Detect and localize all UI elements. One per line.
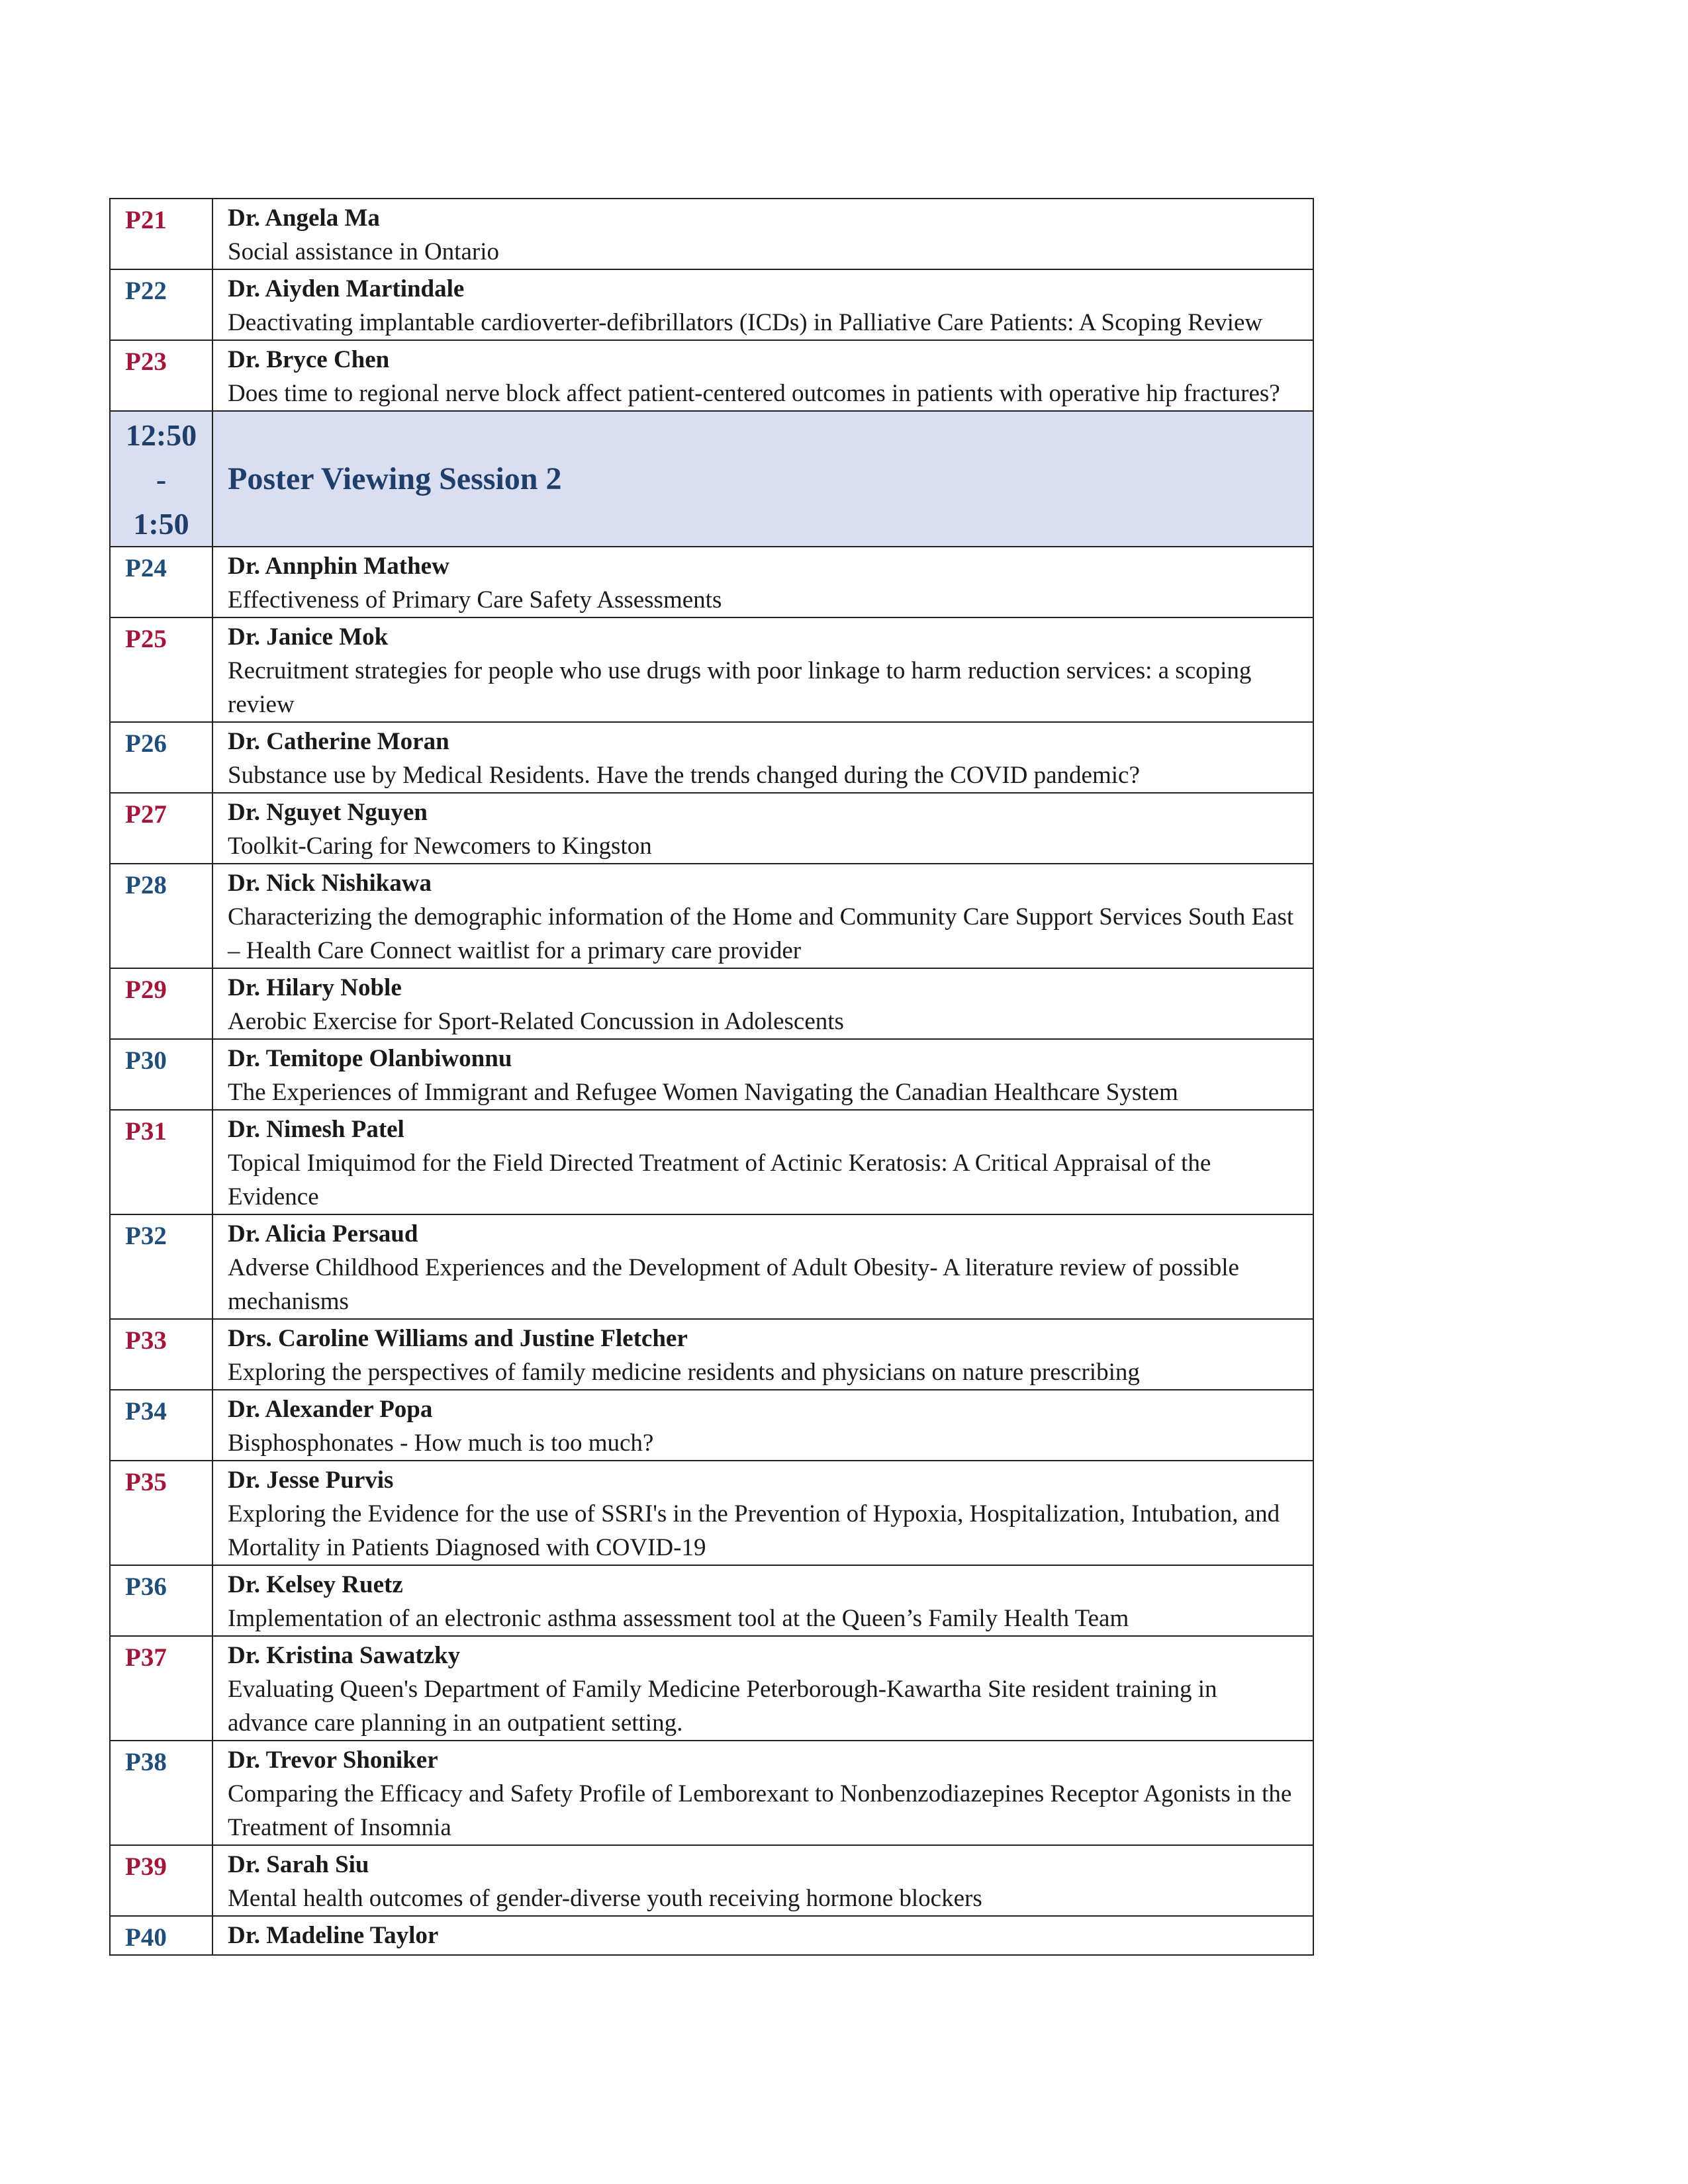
poster-details [212,1214,1313,1319]
poster-title: Does time to regional nerve block affect patient-centered outcomes in patients with operative hip fractures? [228,380,1280,407]
poster-title: Substance use by Medical Residents. Have the trends changed during the COVID pandemic? [228,762,1140,789]
poster-row [110,547,1313,617]
poster-row [110,269,1313,340]
presenter-name: Dr. Nguyet Nguyen [228,799,428,826]
presenter-name: Dr. Annphin Mathew [228,553,449,580]
presenter-name: Dr. Nick Nishikawa [228,870,432,897]
presenter-name: Dr. Hilary Noble [228,974,402,1001]
session-time-start: 12:50 [125,418,197,452]
poster-row [110,1214,1313,1319]
presenter-name: Dr. Alexander Popa [228,1396,433,1423]
presenter-name: Dr. Catherine Moran [228,728,449,755]
poster-details [212,1916,1313,1955]
poster-details [212,1741,1313,1845]
poster-id: P38 [110,1741,212,1845]
presenter-name: Dr. Aiyden Martindale [228,275,465,302]
poster-row [110,793,1313,864]
poster-details [212,793,1313,864]
poster-id: P33 [110,1319,212,1390]
poster-id: P34 [110,1390,212,1461]
poster-id: P24 [110,547,212,617]
presenter-name: Dr. Alicia Persaud [228,1220,418,1248]
presenter-name: Dr. Jesse Purvis [228,1467,394,1494]
poster-details [212,1636,1313,1741]
poster-title: Aerobic Exercise for Sport-Related Concussion in Adolescents [228,1008,844,1035]
poster-details [212,1390,1313,1461]
presenter-name: Dr. Temitope Olanbiwonnu [228,1045,512,1072]
poster-row [110,722,1313,793]
poster-row [110,968,1313,1039]
poster-details [212,547,1313,617]
session-title: Poster Viewing Session 2 [212,411,1313,547]
poster-id: P39 [110,1845,212,1916]
poster-row [110,1110,1313,1214]
poster-title: Social assistance in Ontario [228,238,499,265]
presenter-name: Dr. Kristina Sawatzky [228,1642,461,1669]
poster-details [212,617,1313,722]
presenter-name: Dr. Bryce Chen [228,346,390,373]
poster-details [212,722,1313,793]
session-time-separator: - [156,463,167,496]
poster-title: Topical Imiquimod for the Field Directed Treatment of Actinic Keratosis: A Critical Appraisal of the Evidence [228,1150,1211,1210]
poster-details [212,864,1313,968]
presenter-name: Dr. Sarah Siu [228,1851,369,1878]
poster-row [110,1741,1313,1845]
poster-details [212,1565,1313,1636]
session-header [110,411,1313,547]
poster-title: Implementation of an electronic asthma assessment tool at the Queen’s Family Health Team [228,1605,1129,1632]
poster-title: Adverse Childhood Experiences and the Development of Adult Obesity- A literature review of possible mechanisms [228,1254,1239,1315]
poster-id: P29 [110,968,212,1039]
poster-title: Deactivating implantable cardioverter-defibrillators (ICDs) in Palliative Care Patients: A Scoping Review [228,309,1263,336]
presenter-name: Dr. Nimesh Patel [228,1116,404,1143]
poster-row [110,1636,1313,1741]
poster-details [212,1319,1313,1390]
poster-id: P40 [110,1916,212,1955]
presenter-name: Dr. Janice Mok [228,623,389,651]
poster-details [212,1461,1313,1565]
poster-id: P31 [110,1110,212,1214]
poster-details [212,1845,1313,1916]
presenter-name: Dr. Angela Ma [228,205,380,232]
poster-details [212,1110,1313,1214]
poster-rows-before [110,199,1313,411]
poster-title: Toolkit-Caring for Newcomers to Kingston [228,833,652,860]
poster-title: Evaluating Queen's Department of Family Medicine Peterborough-Kawartha Site resident training in advance care planning in an outpatient setting. [228,1676,1217,1737]
poster-id: P22 [110,269,212,340]
poster-id: P21 [110,199,212,269]
poster-id: P36 [110,1565,212,1636]
poster-details [212,1039,1313,1110]
poster-title: Exploring the perspectives of family medicine residents and physicians on nature prescribing [228,1359,1140,1386]
session-time [110,411,212,547]
poster-title: Recruitment strategies for people who use drugs with poor linkage to harm reduction services: a scoping review [228,657,1252,718]
poster-id: P27 [110,793,212,864]
poster-row [110,1039,1313,1110]
poster-id: P25 [110,617,212,722]
poster-title: Effectiveness of Primary Care Safety Assessments [228,586,722,614]
poster-id: P32 [110,1214,212,1319]
session-time-end: 1:50 [133,507,189,541]
poster-id: P28 [110,864,212,968]
poster-details [212,340,1313,411]
poster-details [212,269,1313,340]
poster-row [110,864,1313,968]
poster-title: Mental health outcomes of gender-diverse youth receiving hormone blockers [228,1885,982,1912]
poster-row [110,1565,1313,1636]
poster-row [110,617,1313,722]
poster-row [110,1319,1313,1390]
poster-details [212,968,1313,1039]
presenter-name: Dr. Kelsey Ruetz [228,1571,403,1598]
presenter-name: Dr. Madeline Taylor [228,1922,439,1949]
poster-title: Comparing the Efficacy and Safety Profile of Lemborexant to Nonbenzodiazepines Receptor Agonists in the Treatment of Insomnia [228,1780,1292,1841]
poster-details [212,199,1313,269]
poster-title: Bisphosphonates - How much is too much? [228,1430,654,1457]
poster-row [110,340,1313,411]
poster-row [110,1390,1313,1461]
program-table [109,198,1314,1956]
presenter-name: Dr. Trevor Shoniker [228,1747,438,1774]
poster-row [110,1916,1313,1955]
poster-row [110,199,1313,269]
poster-rows-after [110,547,1313,1955]
poster-title: The Experiences of Immigrant and Refugee Women Navigating the Canadian Healthcare System [228,1079,1178,1106]
poster-title: Characterizing the demographic information of the Home and Community Care Support Services South East – Health Care Connect waitlist for a primary care provider [228,903,1294,964]
poster-id: P35 [110,1461,212,1565]
poster-row [110,1461,1313,1565]
poster-row [110,1845,1313,1916]
poster-title: Exploring the Evidence for the use of SSRI's in the Prevention of Hypoxia, Hospitalization, Intubation, and Mortality in Patients Diagnosed with COVID-19 [228,1500,1280,1561]
presenter-name: Drs. Caroline Williams and Justine Fletcher [228,1325,688,1352]
poster-id: P26 [110,722,212,793]
poster-id: P37 [110,1636,212,1741]
session-row [110,411,1313,547]
poster-id: P30 [110,1039,212,1110]
poster-id: P23 [110,340,212,411]
